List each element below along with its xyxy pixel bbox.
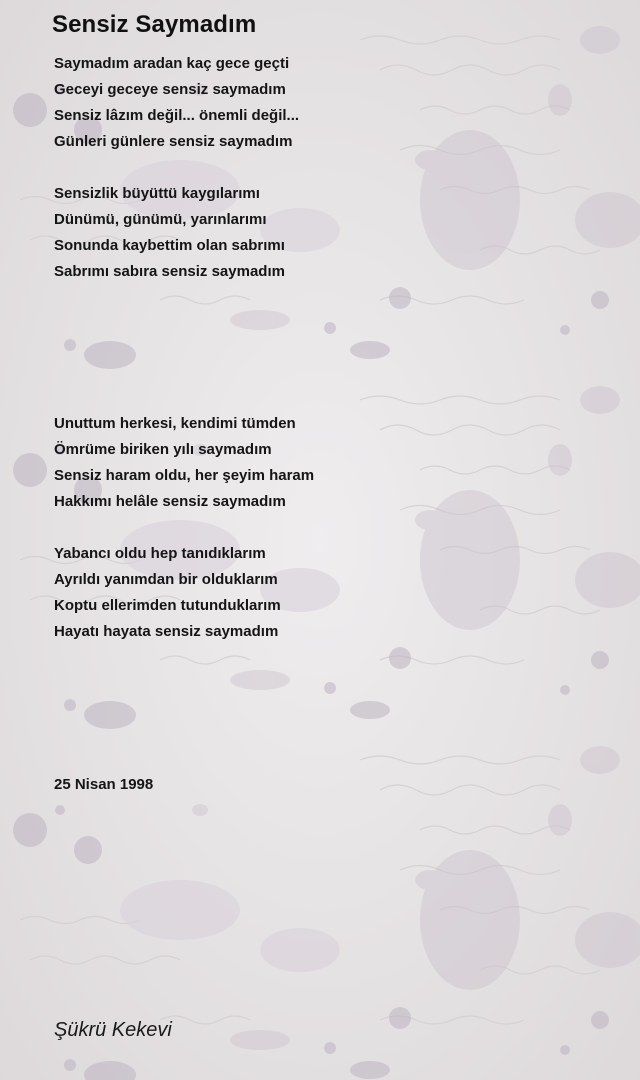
poem-title: Sensiz Saymadım [52,11,257,38]
poem-line: Ayrıldı yanımdan bir olduklarım [54,571,278,588]
poem-author: Şükrü Kekevi [54,1019,172,1041]
poem-line: Koptu ellerimden tutunduklarım [54,597,281,614]
stanza-4 [54,541,281,645]
poem-line: Günleri günlere sensiz saymadım [54,133,293,150]
stanza-2 [54,181,285,285]
poem-line: Sensizlik büyüttü kaygılarımı [54,185,260,202]
poem-line: Geceyi geceye sensiz saymadım [54,81,286,98]
poem-line: Yabancı oldu hep tanıdıklarım [54,545,266,562]
poem-line: Ömrüme biriken yılı saymadım [54,441,272,458]
poem-line: Dünümü, günümü, yarınlarımı [54,211,267,228]
poem-line: Hakkımı helâle sensiz saymadım [54,493,286,510]
poem-line: Sensiz lâzım değil... önemli değil... [54,107,300,124]
poem-line: Sonunda kaybettim olan sabrımı [54,237,285,254]
poem-line: Sabrımı sabıra sensiz saymadım [54,263,285,280]
poem-date: 25 Nisan 1998 [54,776,154,793]
poem-line: Sensiz haram oldu, her şeyim haram [54,467,315,484]
poem-line: Unuttum herkesi, kendimi tümden [54,415,296,432]
stanza-3 [54,411,314,515]
poem-line: Saymadım aradan kaç gece geçti [54,55,290,72]
stanza-1 [54,51,299,155]
poem-line: Hayatı hayata sensiz saymadım [54,623,279,640]
